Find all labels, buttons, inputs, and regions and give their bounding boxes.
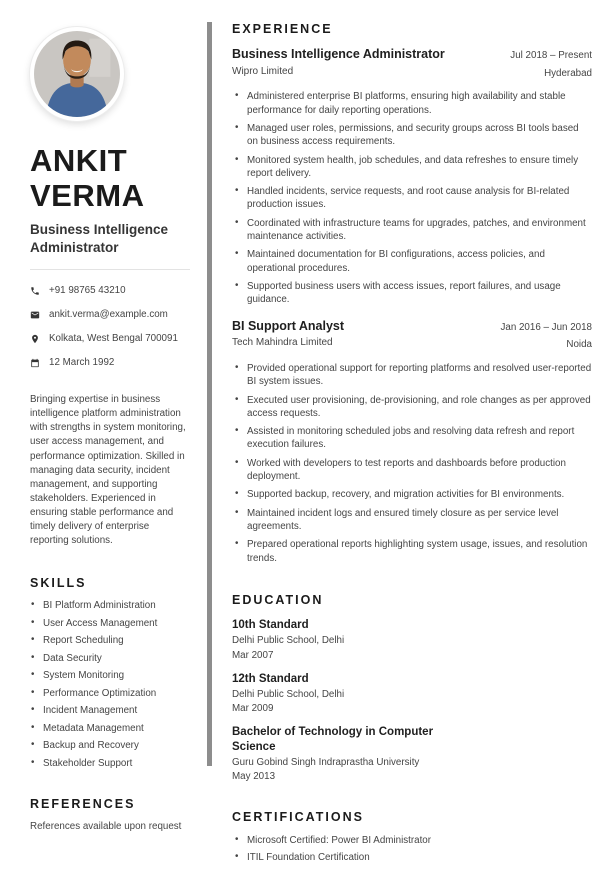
skill-item: • Metadata Management [30,723,190,734]
job-bullet-list [232,90,592,306]
job-bullet: • Executed user provisioning, de-provisioning, and role changes as per approved access requests. [232,394,592,421]
job-header [232,319,592,354]
profile-photo [30,27,124,121]
education-heading: EDUCATION [232,592,324,607]
sidebar [30,25,190,832]
last-name: VERMA [30,178,145,214]
candidate-name [30,143,190,213]
job-bullet: • Maintained incident logs and ensured timely closure as per service level agreements. [232,507,592,534]
contact-phone-value: +91 98765 43210 [49,285,126,297]
job-bullet: • Supported business users with access issues, report failures, and usage guidance. [232,280,592,307]
contact-list [30,285,190,368]
location-pin-icon [30,334,40,344]
education-date: Mar 2007 [232,649,274,661]
education-school: Delhi Public School, Delhi [232,635,345,647]
calendar-icon [30,358,40,368]
phone-icon [30,286,40,296]
certification-item: • Microsoft Certified: Power BI Administrator [232,835,592,846]
contact-location [30,333,190,344]
job-bullet: • Coordinated with infrastructure teams for upgrades, patches, and environment maintenance activities. [232,217,592,244]
job-header-right [510,47,592,82]
education-date: May 2013 [232,771,276,783]
job-bullet: • Supported backup, recovery, and migration activities for BI environments. [232,488,592,501]
job-title: Business Intelligence Administrator [232,47,445,61]
column-divider [207,22,212,766]
job-header-left [232,47,445,77]
job-bullet: • Administered enterprise BI platforms, ensuring high availability and stable performance for daily reporting operations. [232,90,592,117]
certifications-heading: CERTIFICATIONS [232,810,364,825]
contact-email [30,309,190,320]
contact-phone [30,285,190,296]
certification-item: • ITIL Foundation Certification [232,852,592,863]
job-dates: Jan 2016 – Jun 2018 [500,321,592,333]
experience-entry [232,47,592,307]
skill-item: • User Access Management [30,618,190,629]
skill-item: • BI Platform Administration [30,600,190,611]
job-bullet-list [232,362,592,565]
contact-birthdate-value: 12 March 1992 [49,357,115,369]
education-school: Delhi Public School, Delhi [232,688,345,700]
contact-birthdate [30,357,190,368]
skill-item: • Report Scheduling [30,635,190,646]
job-header-left [232,319,344,349]
email-icon [30,310,40,320]
references-heading: REFERENCES [30,796,136,811]
job-location: Noida [566,339,592,351]
education-degree: Bachelor of Technology in Computer Science [232,726,434,753]
job-bullet: • Worked with developers to test reports and dashboards before production deployment. [232,457,592,484]
job-bullet: • Handled incidents, service requests, and root cause analysis for BI-related production issues. [232,185,592,212]
education-degree: 10th Standard [232,618,309,631]
skill-item: • Backup and Recovery [30,740,190,751]
skills-list [30,600,190,769]
skills-heading: SKILLS [30,576,87,591]
job-company: Tech Mahindra Limited [232,337,333,349]
education-date: Mar 2009 [232,703,274,715]
contact-email-value: ankit.verma@example.com [49,309,168,321]
profile-photo-image [34,31,120,117]
education-degree: 12th Standard [232,672,309,685]
education-entry [232,672,592,715]
main-column [232,22,592,869]
skill-item: • Stakeholder Support [30,758,190,769]
job-header [232,47,592,82]
experience-heading: EXPERIENCE [232,22,333,36]
first-name: ANKIT [30,143,128,178]
job-bullet: • Prepared operational reports highlighting system usage, issues, and resolution trends. [232,538,592,565]
education-entry [232,618,592,661]
job-bullet: • Maintained documentation for BI configurations, access policies, and operational procedures. [232,248,592,275]
job-dates: Jul 2018 – Present [510,50,592,61]
job-bullet: • Monitored system health, job schedules, and data refreshes to ensure timely report delivery. [232,154,592,181]
skill-item: • Incident Management [30,705,190,716]
skill-item: • Performance Optimization [30,688,190,699]
experience-entry [232,319,592,565]
job-bullet: • Assisted in monitoring scheduled jobs and resolving data refresh and report execution failures. [232,425,592,452]
skill-item: • Data Security [30,653,190,664]
education-school: Guru Gobind Singh Indraprastha University [232,756,420,768]
job-company: Wipro Limited [232,65,294,77]
skill-item: • System Monitoring [30,670,190,681]
job-title: BI Support Analyst [232,318,345,333]
job-bullet: • Managed user roles, permissions, and security groups across BI tools based on business access requirements. [232,122,592,149]
profile-summary: Bringing expertise in business intelligence platform administration with strengths in system monitoring, user access management, and performance optimization. Skilled in managing data security, incident management, and supporting stakeholders. Experienced in ensuring stable performance and timely delivery of enterprise reporting solutions. [30,394,186,547]
candidate-title: Business Intelligence Administrator [30,222,169,255]
job-bullet: • Provided operational support for reporting platforms and resolved user-reported BI system issues. [232,362,592,389]
sidebar-divider [30,269,190,270]
education-entry [232,725,592,782]
job-location: Hyderabad [544,67,592,79]
job-header-right [500,319,592,354]
contact-location-value: Kolkata, West Bengal 700091 [49,333,178,345]
references-text: References available upon request [30,820,182,832]
certifications-list [232,835,592,863]
